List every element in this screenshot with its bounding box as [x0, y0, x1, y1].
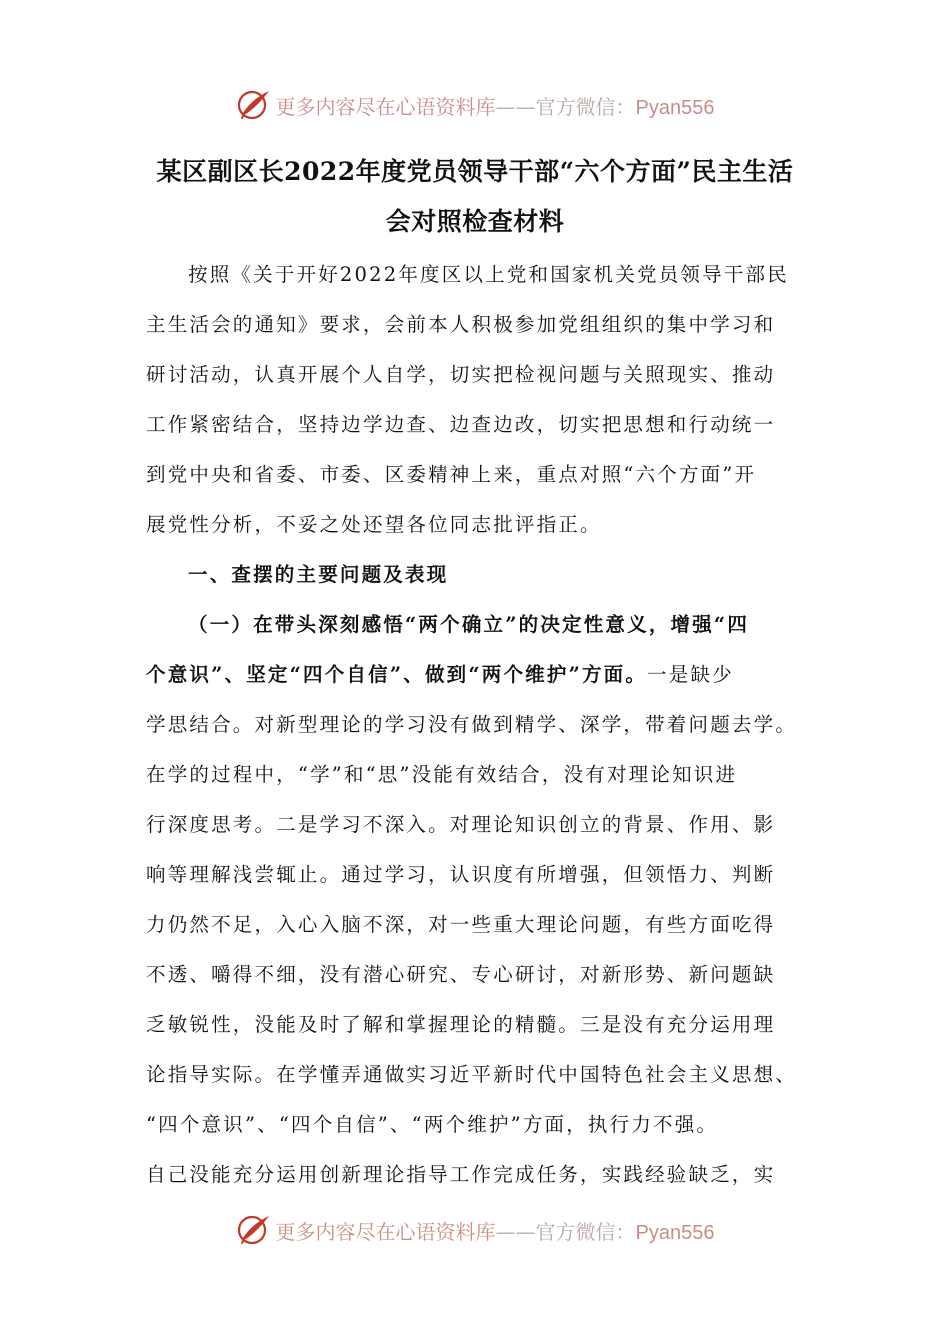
document-title-line-2: 会对照检查材料: [385, 207, 565, 236]
body-line: “四个意识”、“四个自信”、“两个维护”方面，执行力不强。: [146, 1113, 719, 1136]
watermark-text: [276, 91, 715, 120]
watermark-text: [276, 1216, 715, 1245]
body-line: 到党中央和省委、市委、区委精神上来，重点对照“六个方面”开: [146, 463, 757, 486]
section-heading: 一、查摆的主要问题及表现: [188, 563, 449, 586]
body-line: 行深度思考。二是学习不深入。对理论知识创立的背景、作用、影: [146, 813, 776, 836]
body-line: 自己没能充分运用创新理论指导工作完成任务，实践经验缺乏，实: [146, 1163, 776, 1186]
body-text-fragment: 一是缺少: [647, 663, 734, 686]
body-line: 学思结合。对新型理论的学习没有做到精学、深学，带着问题去学。: [146, 713, 798, 736]
document-body: [146, 250, 810, 1200]
watermark-banner-bottom: [0, 1210, 950, 1250]
body-line: 论指导实际。在学懂弄通做实习近平新时代中国特色社会主义思想、: [146, 1063, 798, 1086]
watermark-contact-label: 官方微信：: [535, 94, 636, 119]
body-line: 响等理解浅尝辄止。通过学习，认识度有所增强，但领悟力、判断: [146, 863, 776, 886]
watermark-slogan: 更多内容尽在心语资料库: [275, 1219, 496, 1244]
quill-logo-icon: [236, 1212, 272, 1248]
watermark-contact-handle: Pyan556: [635, 96, 715, 119]
quill-logo-icon: [236, 87, 272, 123]
watermark-contact-handle: Pyan556: [635, 1221, 715, 1244]
body-line-mixed: [146, 650, 810, 700]
body-line: 展党性分析，不妥之处还望各位同志批评指正。: [146, 513, 602, 536]
subsection-heading-line-1: （一）在带头深刻感悟“两个确立”的决定性意义，增强“四: [188, 613, 750, 636]
body-line: 力仍然不足，入心入脑不深，对一些重大理论问题，有些方面吃得: [146, 913, 776, 936]
watermark-banner-top: [0, 85, 950, 125]
body-line: 主生活会的通知》要求，会前本人积极参加党组组织的集中学习和: [146, 313, 776, 336]
body-line: 按照《关于开好2022年度区以上党和国家机关党员领导干部民: [188, 263, 789, 286]
subsection-heading-line-2: 个意识”、坚定“四个自信”、做到“两个维护”方面。: [146, 663, 648, 686]
watermark-separator: ——: [495, 1219, 536, 1244]
watermark-separator: ——: [495, 94, 536, 119]
body-line: 在学的过程中，“学”和“思”没能有效结合，没有对理论知识进: [146, 763, 738, 786]
body-line: 乏敏锐性，没能及时了解和掌握理论的精髓。三是没有充分运用理: [146, 1013, 776, 1036]
body-line: 不透、嚼得不细，没有潜心研究、专心研讨，对新形势、新问题缺: [146, 963, 776, 986]
document-title-line-1: 某区副区长2022年度党员领导干部“六个方面”民主生活: [156, 157, 794, 186]
watermark-slogan: 更多内容尽在心语资料库: [275, 94, 496, 119]
body-line: 研讨活动，认真开展个人自学，切实把检视问题与关照现实、推动: [146, 363, 776, 386]
body-line: 工作紧密结合，坚持边学边查、边查边改，切实把思想和行动统一: [146, 413, 776, 436]
watermark-contact-label: 官方微信：: [535, 1219, 636, 1244]
